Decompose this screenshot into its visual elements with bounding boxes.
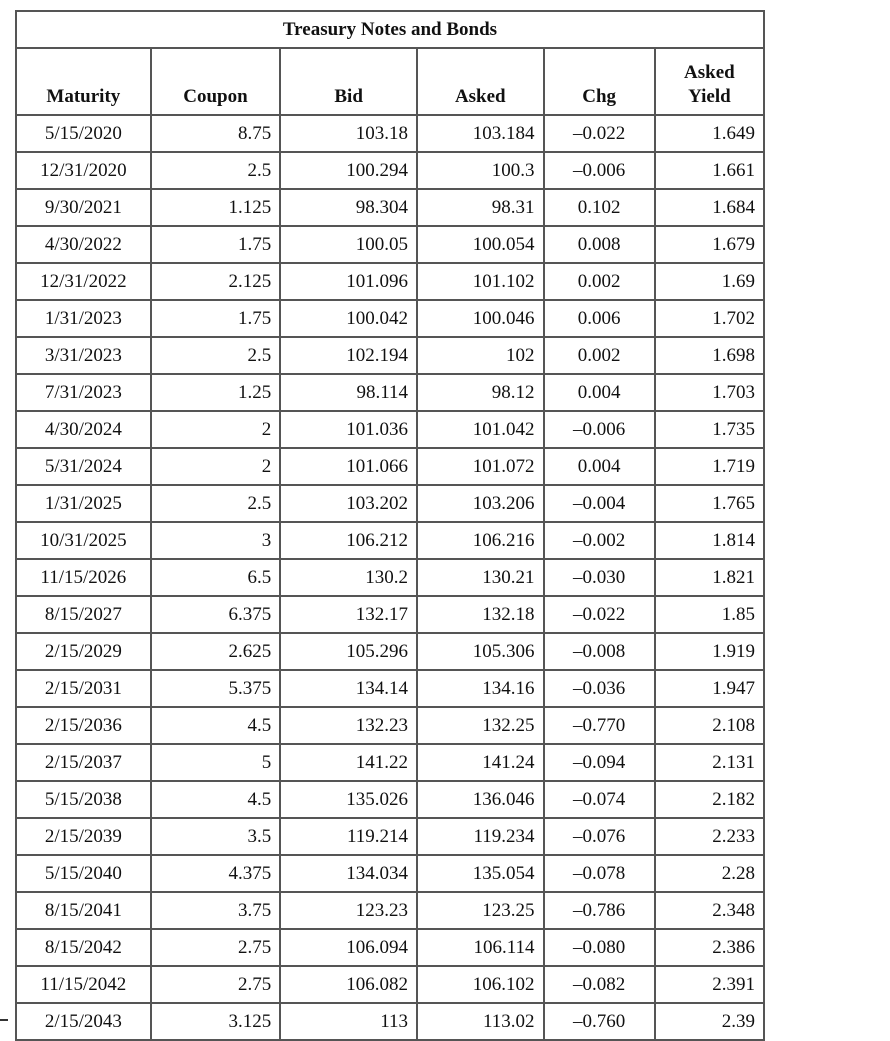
cell-asked: 101.102	[417, 263, 544, 300]
cell-asked-yield: 1.698	[655, 337, 764, 374]
cell-chg: –0.770	[544, 707, 655, 744]
cell-bid: 134.034	[280, 855, 417, 892]
header-asked: Asked	[417, 48, 544, 115]
table-row	[16, 818, 764, 855]
cell-chg: –0.036	[544, 670, 655, 707]
cell-chg: 0.002	[544, 263, 655, 300]
cell-asked: 136.046	[417, 781, 544, 818]
cell-asked: 105.306	[417, 633, 544, 670]
cell-bid: 130.2	[280, 559, 417, 596]
cell-bid: 101.036	[280, 411, 417, 448]
header-bid: Bid	[280, 48, 417, 115]
cell-asked-yield: 1.814	[655, 522, 764, 559]
cell-asked-yield: 1.69	[655, 263, 764, 300]
table-row	[16, 670, 764, 707]
cell-coupon: 2.125	[151, 263, 281, 300]
cell-coupon: 6.5	[151, 559, 281, 596]
cell-maturity: 1/31/2025	[16, 485, 151, 522]
cell-bid: 98.114	[280, 374, 417, 411]
header-coupon: Coupon	[151, 48, 281, 115]
cell-chg: 0.004	[544, 374, 655, 411]
table-row	[16, 152, 764, 189]
cell-maturity: 2/15/2037	[16, 744, 151, 781]
cell-maturity: 2/15/2036	[16, 707, 151, 744]
table-row	[16, 263, 764, 300]
header-chg: Chg	[544, 48, 655, 115]
cell-maturity: 10/31/2025	[16, 522, 151, 559]
cell-maturity: 12/31/2022	[16, 263, 151, 300]
cell-asked: 100.046	[417, 300, 544, 337]
cell-asked: 102	[417, 337, 544, 374]
table-row	[16, 300, 764, 337]
cell-coupon: 2	[151, 448, 281, 485]
cell-chg: –0.006	[544, 411, 655, 448]
cell-coupon: 3.5	[151, 818, 281, 855]
cell-asked: 98.12	[417, 374, 544, 411]
cell-coupon: 2.75	[151, 966, 281, 1003]
table-row	[16, 115, 764, 152]
header-asked-yield	[655, 48, 764, 115]
cell-asked-yield: 1.703	[655, 374, 764, 411]
table-row	[16, 633, 764, 670]
header-row	[16, 48, 764, 115]
treasury-table	[15, 10, 765, 1041]
cell-chg: 0.008	[544, 226, 655, 263]
cell-coupon: 4.375	[151, 855, 281, 892]
cell-asked: 106.216	[417, 522, 544, 559]
cell-maturity: 7/31/2023	[16, 374, 151, 411]
header-yield-line1: Asked	[684, 62, 735, 83]
cell-asked: 130.21	[417, 559, 544, 596]
cell-maturity: 5/15/2040	[16, 855, 151, 892]
cell-maturity: 8/15/2027	[16, 596, 151, 633]
cell-maturity: 5/15/2020	[16, 115, 151, 152]
cell-asked-yield: 1.919	[655, 633, 764, 670]
table-title: Treasury Notes and Bonds	[16, 11, 764, 48]
cell-maturity: 4/30/2022	[16, 226, 151, 263]
cell-chg: 0.004	[544, 448, 655, 485]
page-edge-mark	[0, 1019, 8, 1021]
cell-maturity: 4/30/2024	[16, 411, 151, 448]
cell-asked: 101.042	[417, 411, 544, 448]
cell-chg: –0.078	[544, 855, 655, 892]
cell-maturity: 2/15/2043	[16, 1003, 151, 1040]
cell-bid: 106.212	[280, 522, 417, 559]
table-row	[16, 966, 764, 1003]
cell-maturity: 3/31/2023	[16, 337, 151, 374]
cell-bid: 103.202	[280, 485, 417, 522]
cell-bid: 106.094	[280, 929, 417, 966]
cell-maturity: 5/15/2038	[16, 781, 151, 818]
cell-maturity: 11/15/2042	[16, 966, 151, 1003]
cell-coupon: 4.5	[151, 781, 281, 818]
cell-maturity: 8/15/2041	[16, 892, 151, 929]
cell-asked: 134.16	[417, 670, 544, 707]
cell-maturity: 12/31/2020	[16, 152, 151, 189]
cell-bid: 132.17	[280, 596, 417, 633]
cell-bid: 98.304	[280, 189, 417, 226]
table-row	[16, 189, 764, 226]
cell-bid: 141.22	[280, 744, 417, 781]
cell-coupon: 2.5	[151, 152, 281, 189]
cell-bid: 101.096	[280, 263, 417, 300]
cell-bid: 100.294	[280, 152, 417, 189]
cell-chg: –0.004	[544, 485, 655, 522]
cell-asked-yield: 1.735	[655, 411, 764, 448]
cell-bid: 106.082	[280, 966, 417, 1003]
cell-asked: 123.25	[417, 892, 544, 929]
cell-maturity: 2/15/2039	[16, 818, 151, 855]
cell-bid: 134.14	[280, 670, 417, 707]
cell-maturity: 2/15/2029	[16, 633, 151, 670]
cell-asked-yield: 2.233	[655, 818, 764, 855]
cell-asked-yield: 2.386	[655, 929, 764, 966]
cell-chg: –0.094	[544, 744, 655, 781]
cell-asked-yield: 2.108	[655, 707, 764, 744]
cell-asked-yield: 1.661	[655, 152, 764, 189]
cell-asked-yield: 1.821	[655, 559, 764, 596]
cell-bid: 100.042	[280, 300, 417, 337]
table-row	[16, 226, 764, 263]
cell-asked: 113.02	[417, 1003, 544, 1040]
cell-chg: –0.030	[544, 559, 655, 596]
cell-asked-yield: 2.182	[655, 781, 764, 818]
table-row	[16, 929, 764, 966]
cell-chg: 0.002	[544, 337, 655, 374]
cell-asked-yield: 1.649	[655, 115, 764, 152]
cell-coupon: 8.75	[151, 115, 281, 152]
cell-coupon: 3.75	[151, 892, 281, 929]
cell-chg: –0.076	[544, 818, 655, 855]
cell-coupon: 3.125	[151, 1003, 281, 1040]
cell-coupon: 1.125	[151, 189, 281, 226]
cell-chg: –0.760	[544, 1003, 655, 1040]
cell-chg: 0.102	[544, 189, 655, 226]
cell-coupon: 2.625	[151, 633, 281, 670]
cell-chg: –0.082	[544, 966, 655, 1003]
cell-asked: 103.206	[417, 485, 544, 522]
table-row	[16, 707, 764, 744]
cell-asked: 100.054	[417, 226, 544, 263]
cell-maturity: 11/15/2026	[16, 559, 151, 596]
cell-asked: 101.072	[417, 448, 544, 485]
cell-maturity: 9/30/2021	[16, 189, 151, 226]
cell-bid: 105.296	[280, 633, 417, 670]
table-row	[16, 855, 764, 892]
table-row	[16, 1003, 764, 1040]
cell-asked-yield: 1.702	[655, 300, 764, 337]
cell-bid: 135.026	[280, 781, 417, 818]
cell-bid: 132.23	[280, 707, 417, 744]
cell-maturity: 5/31/2024	[16, 448, 151, 485]
cell-asked: 132.25	[417, 707, 544, 744]
cell-coupon: 2	[151, 411, 281, 448]
cell-bid: 113	[280, 1003, 417, 1040]
cell-coupon: 1.75	[151, 226, 281, 263]
table-row	[16, 596, 764, 633]
cell-maturity: 2/15/2031	[16, 670, 151, 707]
cell-bid: 101.066	[280, 448, 417, 485]
cell-bid: 119.214	[280, 818, 417, 855]
cell-asked-yield: 2.131	[655, 744, 764, 781]
cell-coupon: 1.25	[151, 374, 281, 411]
cell-chg: –0.006	[544, 152, 655, 189]
cell-coupon: 1.75	[151, 300, 281, 337]
table-row	[16, 892, 764, 929]
cell-asked-yield: 1.947	[655, 670, 764, 707]
cell-asked: 100.3	[417, 152, 544, 189]
cell-asked-yield: 1.719	[655, 448, 764, 485]
cell-asked: 98.31	[417, 189, 544, 226]
cell-coupon: 2.5	[151, 485, 281, 522]
cell-bid: 102.194	[280, 337, 417, 374]
table-row	[16, 374, 764, 411]
cell-asked-yield: 1.679	[655, 226, 764, 263]
cell-maturity: 8/15/2042	[16, 929, 151, 966]
table-row	[16, 485, 764, 522]
cell-asked: 106.114	[417, 929, 544, 966]
cell-bid: 123.23	[280, 892, 417, 929]
table-row	[16, 522, 764, 559]
cell-coupon: 3	[151, 522, 281, 559]
cell-asked: 135.054	[417, 855, 544, 892]
header-maturity: Maturity	[16, 48, 151, 115]
table-row	[16, 559, 764, 596]
table-row	[16, 781, 764, 818]
cell-chg: –0.008	[544, 633, 655, 670]
table-row	[16, 411, 764, 448]
table-row	[16, 448, 764, 485]
cell-asked: 106.102	[417, 966, 544, 1003]
cell-asked: 119.234	[417, 818, 544, 855]
cell-coupon: 6.375	[151, 596, 281, 633]
cell-chg: –0.074	[544, 781, 655, 818]
table-row	[16, 337, 764, 374]
table-row	[16, 744, 764, 781]
cell-chg: –0.002	[544, 522, 655, 559]
cell-asked-yield: 1.684	[655, 189, 764, 226]
table-body	[16, 115, 764, 1040]
cell-asked: 132.18	[417, 596, 544, 633]
cell-coupon: 2.75	[151, 929, 281, 966]
cell-coupon: 4.5	[151, 707, 281, 744]
cell-asked-yield: 2.391	[655, 966, 764, 1003]
cell-asked-yield: 2.28	[655, 855, 764, 892]
cell-chg: –0.786	[544, 892, 655, 929]
cell-asked-yield: 2.39	[655, 1003, 764, 1040]
cell-coupon: 2.5	[151, 337, 281, 374]
cell-chg: –0.022	[544, 115, 655, 152]
cell-asked-yield: 1.765	[655, 485, 764, 522]
cell-coupon: 5	[151, 744, 281, 781]
header-yield-line2: Yield	[688, 86, 731, 107]
cell-chg: –0.022	[544, 596, 655, 633]
cell-maturity: 1/31/2023	[16, 300, 151, 337]
cell-chg: –0.080	[544, 929, 655, 966]
cell-bid: 100.05	[280, 226, 417, 263]
cell-asked: 103.184	[417, 115, 544, 152]
cell-asked-yield: 2.348	[655, 892, 764, 929]
cell-asked: 141.24	[417, 744, 544, 781]
cell-bid: 103.18	[280, 115, 417, 152]
cell-asked-yield: 1.85	[655, 596, 764, 633]
cell-coupon: 5.375	[151, 670, 281, 707]
cell-chg: 0.006	[544, 300, 655, 337]
